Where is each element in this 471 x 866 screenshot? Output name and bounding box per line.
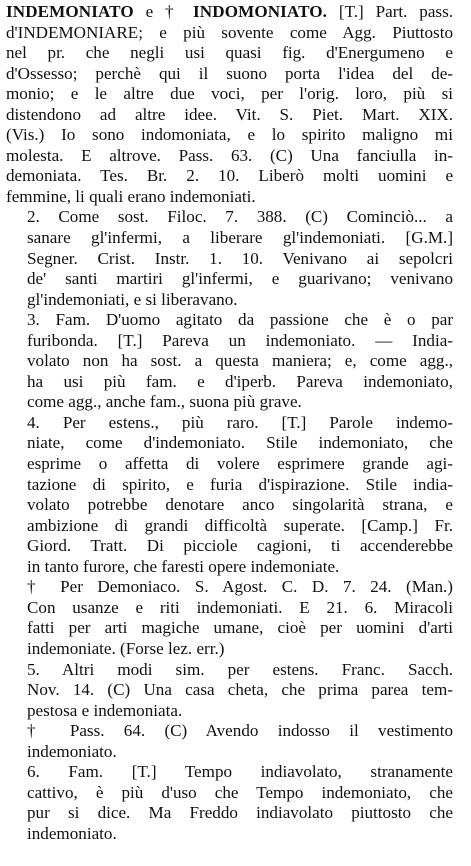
entry-text-line: indemoniato. xyxy=(27,741,117,761)
entry-paragraph xyxy=(6,660,453,722)
entry-text-line: esprime o affetta di volere esprimere grande agi- xyxy=(27,454,453,474)
entry-headword-line: INDEMONIATO e † INDOMONIATO. [T.] Part. pass. xyxy=(6,2,453,21)
entry-text-line: de' santi martiri gl'infermi, e guarivano; venivano xyxy=(27,269,453,289)
entry-text-line: † Pass. 64. (C) Avendo indosso il vestimento xyxy=(27,721,453,741)
entry-text-line: niate, come d'indemoniato. Stile indemoniato, che xyxy=(27,433,453,453)
entry-text-line: 4. Per estens., più raro. [T.] Parole indemo- xyxy=(27,412,453,432)
entry-text-line: fatti per arti magiche umane, cioè per uomini d'arti xyxy=(27,618,453,638)
entry-text-line: d'INDEMONIARE; e più sovente come Agg. Piuttosto xyxy=(6,22,453,42)
entry-text-line: 6. Fam. [T.] Tempo indiavolato, stranamente xyxy=(27,762,453,782)
entry-paragraph xyxy=(6,413,453,577)
entry-paragraph xyxy=(6,577,453,659)
entry-text-line: come agg., anche fam., suona più grave. xyxy=(27,392,302,412)
entry-text-line: gl'indemoniati, e si liberavano. xyxy=(27,289,238,309)
entry-text-line: 3. Fam. D'uomo agitato da passione che è o par xyxy=(27,310,453,330)
entry-text-line: pestosa e indemoniata. xyxy=(27,700,183,720)
entry-text-line: molesta. E altrove. Pass. 63. (C) Una fanciulla in- xyxy=(6,145,453,165)
entry-paragraph xyxy=(6,721,453,762)
entry-paragraph xyxy=(6,310,453,413)
entry-text-line: Con usanze e riti indemoniati. E 21. 6. Miracoli xyxy=(27,597,453,617)
entry-text-line: demoniata. Tes. Br. 2. 10. Liberò molti uomini e xyxy=(6,166,453,186)
entry-text-line: monio; e le altre due voci, per l'orig. loro, più si xyxy=(6,84,453,104)
entry-text-line: indemoniate. (Forse lez. err.) xyxy=(27,638,225,658)
entry-text-line: 5. Altri modi sim. per estens. Franc. Sacch. xyxy=(27,659,453,679)
entry-text-line: 2. Come sost. Filoc. 7. 388. (C) Cominciò... a xyxy=(27,207,453,227)
entry-text-line: nel pr. che negli usi quasi fig. d'Energumeno e xyxy=(6,43,453,63)
entry-text-line: femmine, li quali erano indemoniati. xyxy=(6,186,256,206)
dictionary-entry-indemoniato xyxy=(6,2,453,844)
entry-text-line: cattivo, è più d'uso che Tempo indemoniato, che xyxy=(27,782,453,802)
entry-text-line: furibonda. [T.] Pareva un indemoniato. — India- xyxy=(27,330,453,350)
entry-text-line: † Per Demoniaco. S. Agost. C. D. 7. 24. (Man.) xyxy=(27,577,453,597)
entry-text-line: volato non ha sost. a questa maniera; e, come agg., xyxy=(27,351,453,371)
entry-paragraph xyxy=(6,207,453,310)
entry-paragraph xyxy=(6,2,453,207)
entry-text-line: ha usi più fam. e d'iperb. Pareva indemoniato, xyxy=(27,371,453,391)
entry-text-line: pur si dice. Ma Freddo indiavolato piuttosto che xyxy=(27,803,453,823)
entry-text-line: tazione di spirito, e furia d'ispirazione. Stile india- xyxy=(27,474,453,494)
entry-text-line: Segner. Crist. Instr. 1. 10. Venivano ai sepolcri xyxy=(27,248,453,268)
entry-paragraph xyxy=(6,762,453,844)
entry-text-line: Nov. 14. (C) Una casa cheta, che prima parea tem- xyxy=(27,680,453,700)
entry-text-line: indemoniato. xyxy=(27,823,117,843)
entry-text-line: (Vis.) Io sono indomoniata, e lo spirito maligno mi xyxy=(6,125,453,145)
entry-text-line: volato potrebbe denotare anco singolarità strana, e xyxy=(27,495,453,515)
entry-text-line: in tanto furore, che faresti opere indemoniate. xyxy=(27,556,340,576)
entry-text-line: Giord. Tratt. Di picciole cagioni, ti accenderebbe xyxy=(27,536,453,556)
entry-text-line: ambizione di grandi difficoltà superate. [Camp.] Fr. xyxy=(27,515,453,535)
entry-text-line: d'Ossesso; perchè qui il suono porta l'idea del de- xyxy=(6,63,453,83)
entry-text-line: sanare gl'infermi, a liberare gl'indemoniati. [G.M.] xyxy=(27,228,453,248)
entry-text-line: distendono ad altre idee. Vit. S. Piet. Mart. XIX. xyxy=(6,104,453,124)
